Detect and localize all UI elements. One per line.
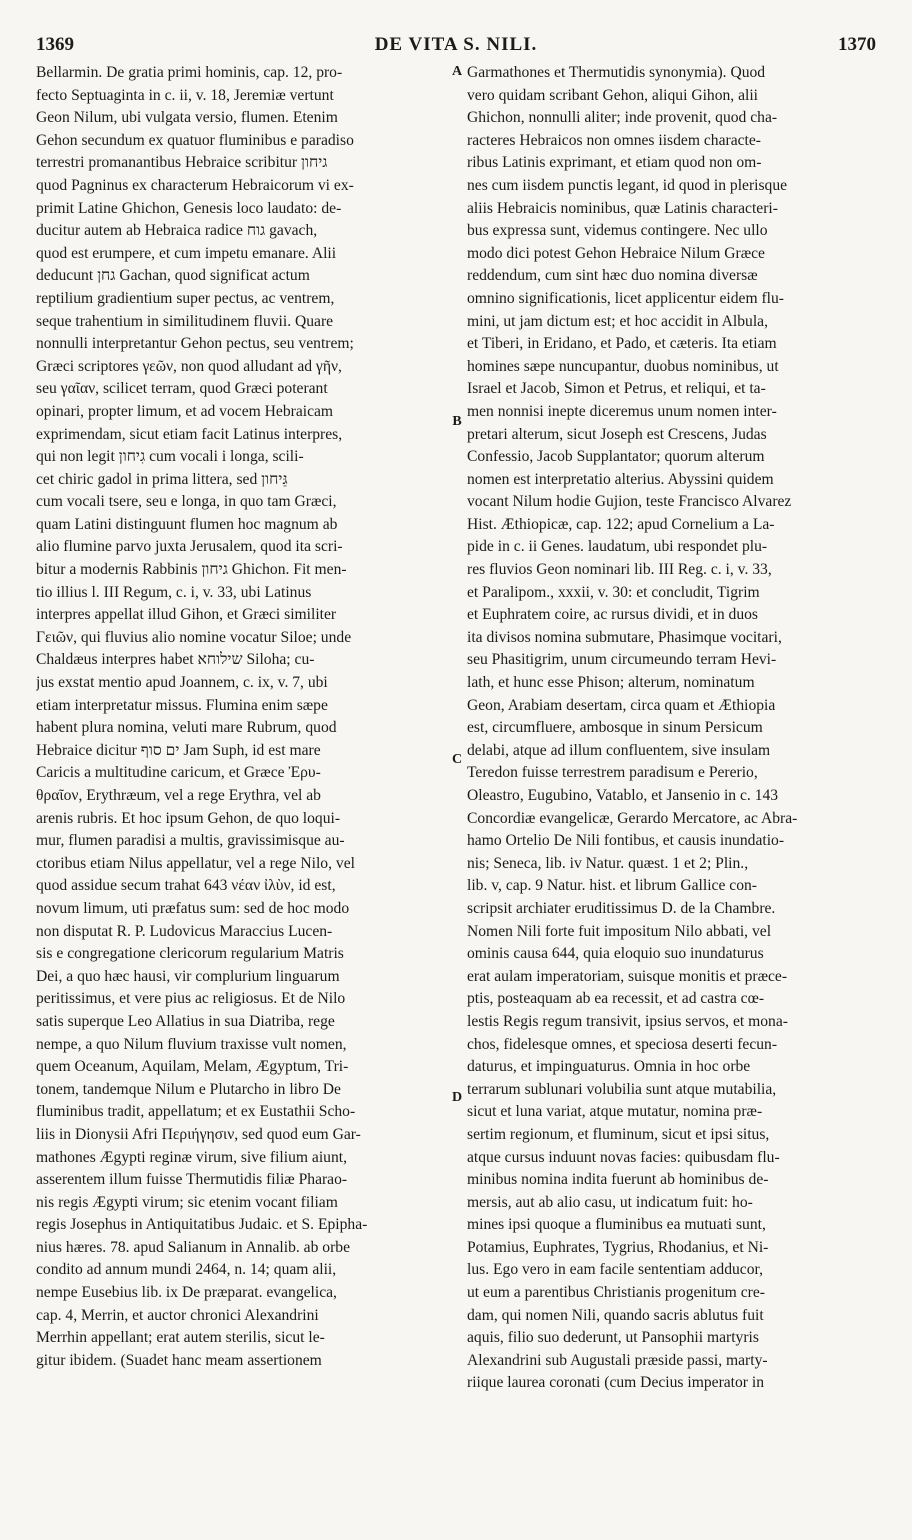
text-line: fluminibus tradit, appellatum; et ex Eustathii Scho-	[36, 1103, 356, 1121]
text-line: Græci scriptores γεῶν, non quod alludant ad γῆν,	[36, 357, 342, 375]
text-line: seu Phasitigrim, unum circumeundo terram Hevi-	[467, 651, 777, 669]
text-line: vocant Nilum hodie Gujion, teste Francisco Alvarez	[467, 493, 792, 511]
text-line: nis; Seneca, lib. iv Natur. quæst. 1 et 2; Plin.,	[467, 854, 749, 872]
text-line: lus. Ego vero in eam facile sententiam adducor,	[467, 1261, 763, 1279]
text-line: ribus Latinis exprimant, et etiam quod non om-	[467, 154, 762, 172]
text-line: pide in c. ii Genes. laudatum, ubi respondet plu-	[467, 538, 768, 556]
text-line: ominis causa 644, quia eloquio suo inundaturus	[467, 945, 764, 963]
text-line: Nomen Nili forte fuit impositum Nilo abbati, vel	[467, 922, 772, 940]
text-line: θραῖον, Erythræum, vel a rege Erythra, vel ab	[36, 787, 321, 804]
text-line: nempe Eusebius lib. ix De præparat. evangelica,	[36, 1284, 337, 1302]
text-line: pretari alterum, sicut Joseph est Crescens, Judas	[467, 425, 767, 443]
text-line: riique laurea coronati (cum Decius imperator in	[467, 1374, 765, 1392]
text-line: primit Latine Ghichon, Genesis loco laudato: de-	[36, 199, 342, 217]
text-line: sis e congregatione clericorum regularium Matris	[36, 945, 344, 963]
text-line: delabi, atque ad illum confluentem, sive insulam	[467, 741, 771, 759]
text-line: Oleastro, Eugubino, Vatablo, et Jansenio in c. 143	[467, 787, 779, 804]
text-line: ctoribus etiam Nilus appellatur, vel a rege Nilo, vel	[36, 854, 355, 872]
text-line: terrarum sublunari volubilia sunt atque mutabilia,	[467, 1080, 777, 1098]
text-line: aquis, filio suo dederunt, ut Pansophii martyris	[467, 1329, 759, 1347]
text-line: lib. v, cap. 9 Natur. hist. et librum Gallice con-	[467, 877, 757, 895]
text-line: mines ipsi quoque a fluminibus ea mutuati sunt,	[467, 1216, 766, 1234]
left-text-column	[36, 62, 446, 1372]
text-line: Israel et Jacob, Simon et Petrus, et reliqui, et ta-	[467, 380, 766, 398]
text-line: Bellarmin. De gratia primi hominis, cap. 12, pro-	[36, 64, 343, 81]
text-line: fecto Septuaginta in c. ii, v. 18, Jeremiæ vertunt	[36, 86, 334, 104]
text-line: sertim regionum, et fluminum, sicut et ipsi situs,	[467, 1125, 770, 1143]
text-line: seu γαῖαν, scilicet terram, quod Græci poterant	[36, 380, 328, 398]
text-line: sicut et luna variat, atque mutatur, nomina præ-	[467, 1103, 763, 1121]
text-line: Teredon fuisse terrestrem paradisum e Pererio,	[467, 764, 758, 782]
text-line: nonnulli interpretantur Gehon pectus, seu ventrem;	[36, 335, 354, 353]
text-line: Ghichon, nonnulli aliter; inde provenit, quod cha-	[467, 109, 778, 127]
text-line: ita divisos nomina submutare, Phasimque vocitari,	[467, 628, 782, 646]
text-line: satis superque Leo Allatius in sua Diatriba, rege	[36, 1012, 335, 1030]
text-line: ducitur autem ab Hebraica radice גוח gavach,	[36, 222, 318, 240]
text-line: asserentem illum fuisse Thermutidis filiæ Pharao-	[36, 1171, 348, 1189]
text-line: seque trahentium in similitudinem fluvii. Quare	[36, 312, 334, 330]
text-line: tio illius l. III Regum, c. i, v. 33, ubi Latinus	[36, 583, 312, 601]
text-line: qui non legit גִיחון cum vocali i longa, scili-	[36, 448, 304, 466]
text-line: res fluvios Geon nominari lib. III Reg. c. i, v. 33,	[467, 561, 772, 579]
text-line: reptilium gradientium super pectus, ac ventrem,	[36, 289, 335, 307]
text-line: jus exstat mentio apud Joannem, c. ix, v. 7, ubi	[36, 674, 328, 692]
text-line: habent plura nomina, veluti mare Rubrum, quod	[36, 719, 337, 737]
page-number-right: 1370	[838, 34, 876, 55]
text-line: cap. 4, Merrin, et auctor chronici Alexandrini	[36, 1306, 319, 1324]
text-line: Hebraice dicitur ים סוף Jam Suph, id est mare	[36, 741, 321, 759]
text-line: atque cursus induunt novas facies: quibusdam flu-	[467, 1148, 780, 1166]
right-text-column	[467, 62, 877, 1395]
text-line: gitur ibidem. (Suadet hanc meam assertionem	[36, 1351, 322, 1369]
section-marker-a: A	[451, 64, 463, 79]
text-line: Concordiæ evangelicæ, Gerardo Mercatore, ac Abra-	[467, 809, 798, 827]
text-line: et Tiberi, in Eridano, et Pado, et cæteris. Ita etiam	[467, 335, 777, 353]
text-line: Dei, a quo hæc hausi, vir complurium linguarum	[36, 967, 340, 985]
text-line: novum limum, uti præfatus sum: sed de hoc modo	[36, 899, 350, 917]
text-line: quem Oceanum, Aquilam, Melam, Ægyptum, Tri-	[36, 1058, 349, 1076]
text-line: exprimendam, sicut etiam facit Latinus interpres,	[36, 425, 343, 443]
text-line: cet chiric gadol in prima littera, sed גֵּיחון	[36, 470, 288, 488]
section-marker-d: D	[451, 1090, 463, 1105]
section-marker-b: B	[452, 414, 462, 429]
text-line: lath, et hunc esse Phison; alterum, nominatum	[467, 674, 755, 692]
text-line: bitur a modernis Rabbinis גיחון Ghichon. Fit men-	[36, 561, 347, 579]
text-line: Confessio, Jacob Supplantator; quorum alterum	[467, 448, 765, 466]
page-number-left: 1369	[36, 34, 74, 55]
text-line: alio flumine parvo juxta Jerusalem, quod ita scri-	[36, 538, 343, 556]
text-line: nius hæres. 78. apud Salianum in Annalib. ab orbe	[36, 1238, 350, 1256]
text-line: et Euphratem coire, ac rursus dividi, et in duos	[467, 606, 759, 624]
text-line: et Paralipom., xxxii, v. 30: et concludit, Tigrim	[467, 583, 760, 601]
text-line: lestis Regis regum transivit, ipsius servos, et mona-	[467, 1012, 788, 1030]
text-line: condito ad annum mundi 2464, n. 14; quam alii,	[36, 1261, 337, 1279]
text-line: scripsit archiater eruditissimus D. de la Chambre.	[467, 899, 776, 917]
text-line: Potamius, Euphrates, Tygrius, Rhodanius, et Ni-	[467, 1238, 769, 1256]
text-line: terrestri promanantibus Hebraice scribitur גיחון	[36, 154, 328, 172]
text-line: cum vocali tsere, seu e longa, in quo tam Græci,	[36, 493, 337, 511]
text-line: vero quidam scribant Gehon, aliqui Gihon, alii	[467, 86, 759, 104]
text-line: Chaldæus interpres habet שילוחא Siloha; cu-	[36, 651, 315, 669]
text-line: arenis rubris. Et hoc ipsum Gehon, de quo loqui-	[36, 809, 341, 827]
text-line: Alexandrini sub Augustali præside passi, marty-	[467, 1351, 768, 1369]
text-line: quod est erumpere, et cum impetu emanare. Alii	[36, 244, 337, 262]
text-line: Hist. Æthiopicæ, cap. 122; apud Cornelium a La-	[467, 515, 775, 533]
text-line: nis regis Ægypti virum; sic etenim vocant filiam	[36, 1193, 338, 1211]
text-line: nomen est interpretatio alterius. Abyssini quidem	[467, 470, 774, 488]
text-line: liis in Dionysii Afri Περιήγησιν, sed quod eum Gar-	[36, 1125, 361, 1143]
text-line: Gehon secundum ex quatuor fluminibus e paradiso	[36, 131, 354, 149]
text-line: hamo Ortelio De Nili fontibus, et causis inundatio-	[467, 832, 785, 850]
text-line: ptis, posteaquam ab ea recessit, et ad castra cœ-	[467, 990, 765, 1008]
text-line: men nonnisi inepte diceremus unum nomen inter-	[467, 402, 777, 420]
text-line: interpres appellat illud Gihon, et Græci similiter	[36, 606, 337, 624]
section-marker-c: C	[451, 752, 463, 767]
text-line: ut eum a parentibus Christianis progenitum cre-	[467, 1284, 765, 1302]
text-line: homines sæpe nuncupantur, duobus nominibus, ut	[467, 357, 779, 375]
text-line: opinari, propter limum, et ad vocem Hebraicam	[36, 402, 334, 420]
text-line: quod assidue secum trahat 643 νέαν ἰλὺν, id est,	[36, 877, 336, 895]
text-line: daturus, et impinguaturus. Omnia in hoc orbe	[467, 1058, 751, 1076]
text-line: mur, flumen paradisi a multis, gravissimisque au-	[36, 832, 345, 850]
text-line: quam Latini distinguunt flumen hoc magnum ab	[36, 515, 338, 533]
text-line: mini, ut jam dictum est; et hoc accidit in Albula,	[467, 312, 768, 330]
text-line: racteres Hebraicos non omnes iisdem characte-	[467, 131, 761, 149]
text-line: modo dici potest Gehon Hebraice Nilum Græce	[467, 244, 765, 262]
text-line: peritissimus, et vere pius ac religiosus. Et de Nilo	[36, 990, 346, 1008]
text-line: mersis, aut ab alio casu, ut indicatum fuit: ho-	[467, 1193, 753, 1211]
text-line: etiam interpretatur missus. Flumina enim sæpe	[36, 696, 328, 714]
text-line: nempe, a quo Nilum fluvium traxisse vult nomen,	[36, 1035, 347, 1053]
text-line: nes cum iisdem punctis legant, id quod in plerisque	[467, 176, 788, 194]
text-line: non disputat R. P. Ludovicus Maraccius Lucen-	[36, 922, 333, 940]
text-line: regis Josephus in Antiquitatibus Judaic. et S. Epipha-	[36, 1216, 368, 1234]
text-line: quod Pagninus ex characterum Hebraicorum vi ex-	[36, 176, 354, 194]
text-line: dam, qui nomen Nili, quando sacris ablutus fuit	[467, 1306, 764, 1324]
text-line: est, circumfluere, ambosque in sinum Persicum	[467, 719, 763, 737]
running-title: DE VITA S. NILI.	[374, 34, 538, 55]
text-line: bus expressa sunt, videmus contingere. Nec ullo	[467, 222, 768, 240]
text-line: Geon, Arabiam desertam, circa quam et Æthiopia	[467, 696, 776, 714]
text-line: Caricis a multitudine caricum, et Græce Ἐρυ-	[36, 764, 321, 782]
text-line: Γειῶν, qui fluvius alio nomine vocatur Siloe; unde	[36, 628, 352, 646]
text-line: chos, fidelesque omnes, et speciosa deserti fecun-	[467, 1035, 778, 1053]
text-line: minibus nomina indita fuerunt ab hominibus de-	[467, 1171, 769, 1189]
text-line: omnino significationis, licet applicentur eidem flu-	[467, 289, 784, 307]
text-line: tonem, tandemque Nilum e Plutarcho in libro De	[36, 1080, 341, 1098]
text-line: Garmathones et Thermutidis synonymia). Quod	[467, 64, 766, 81]
text-line: aliis Hebraicis nominibus, quæ Latinis characteri-	[467, 199, 778, 217]
text-line: reddendum, cum sint hæc duo nomina diversæ	[467, 267, 758, 285]
text-line: Merrhin appellant; erat autem sterilis, sicut le-	[36, 1329, 325, 1347]
text-line: deducunt גחן Gachan, quod significat actum	[36, 267, 310, 285]
text-line: erat aulam imperatoriam, suisque monitis et præce-	[467, 967, 788, 985]
text-line: mathones Ægypti reginæ virum, sive filium aiunt,	[36, 1148, 347, 1166]
text-line: Geon Nilum, ubi vulgata versio, flumen. Etenim	[36, 109, 338, 127]
